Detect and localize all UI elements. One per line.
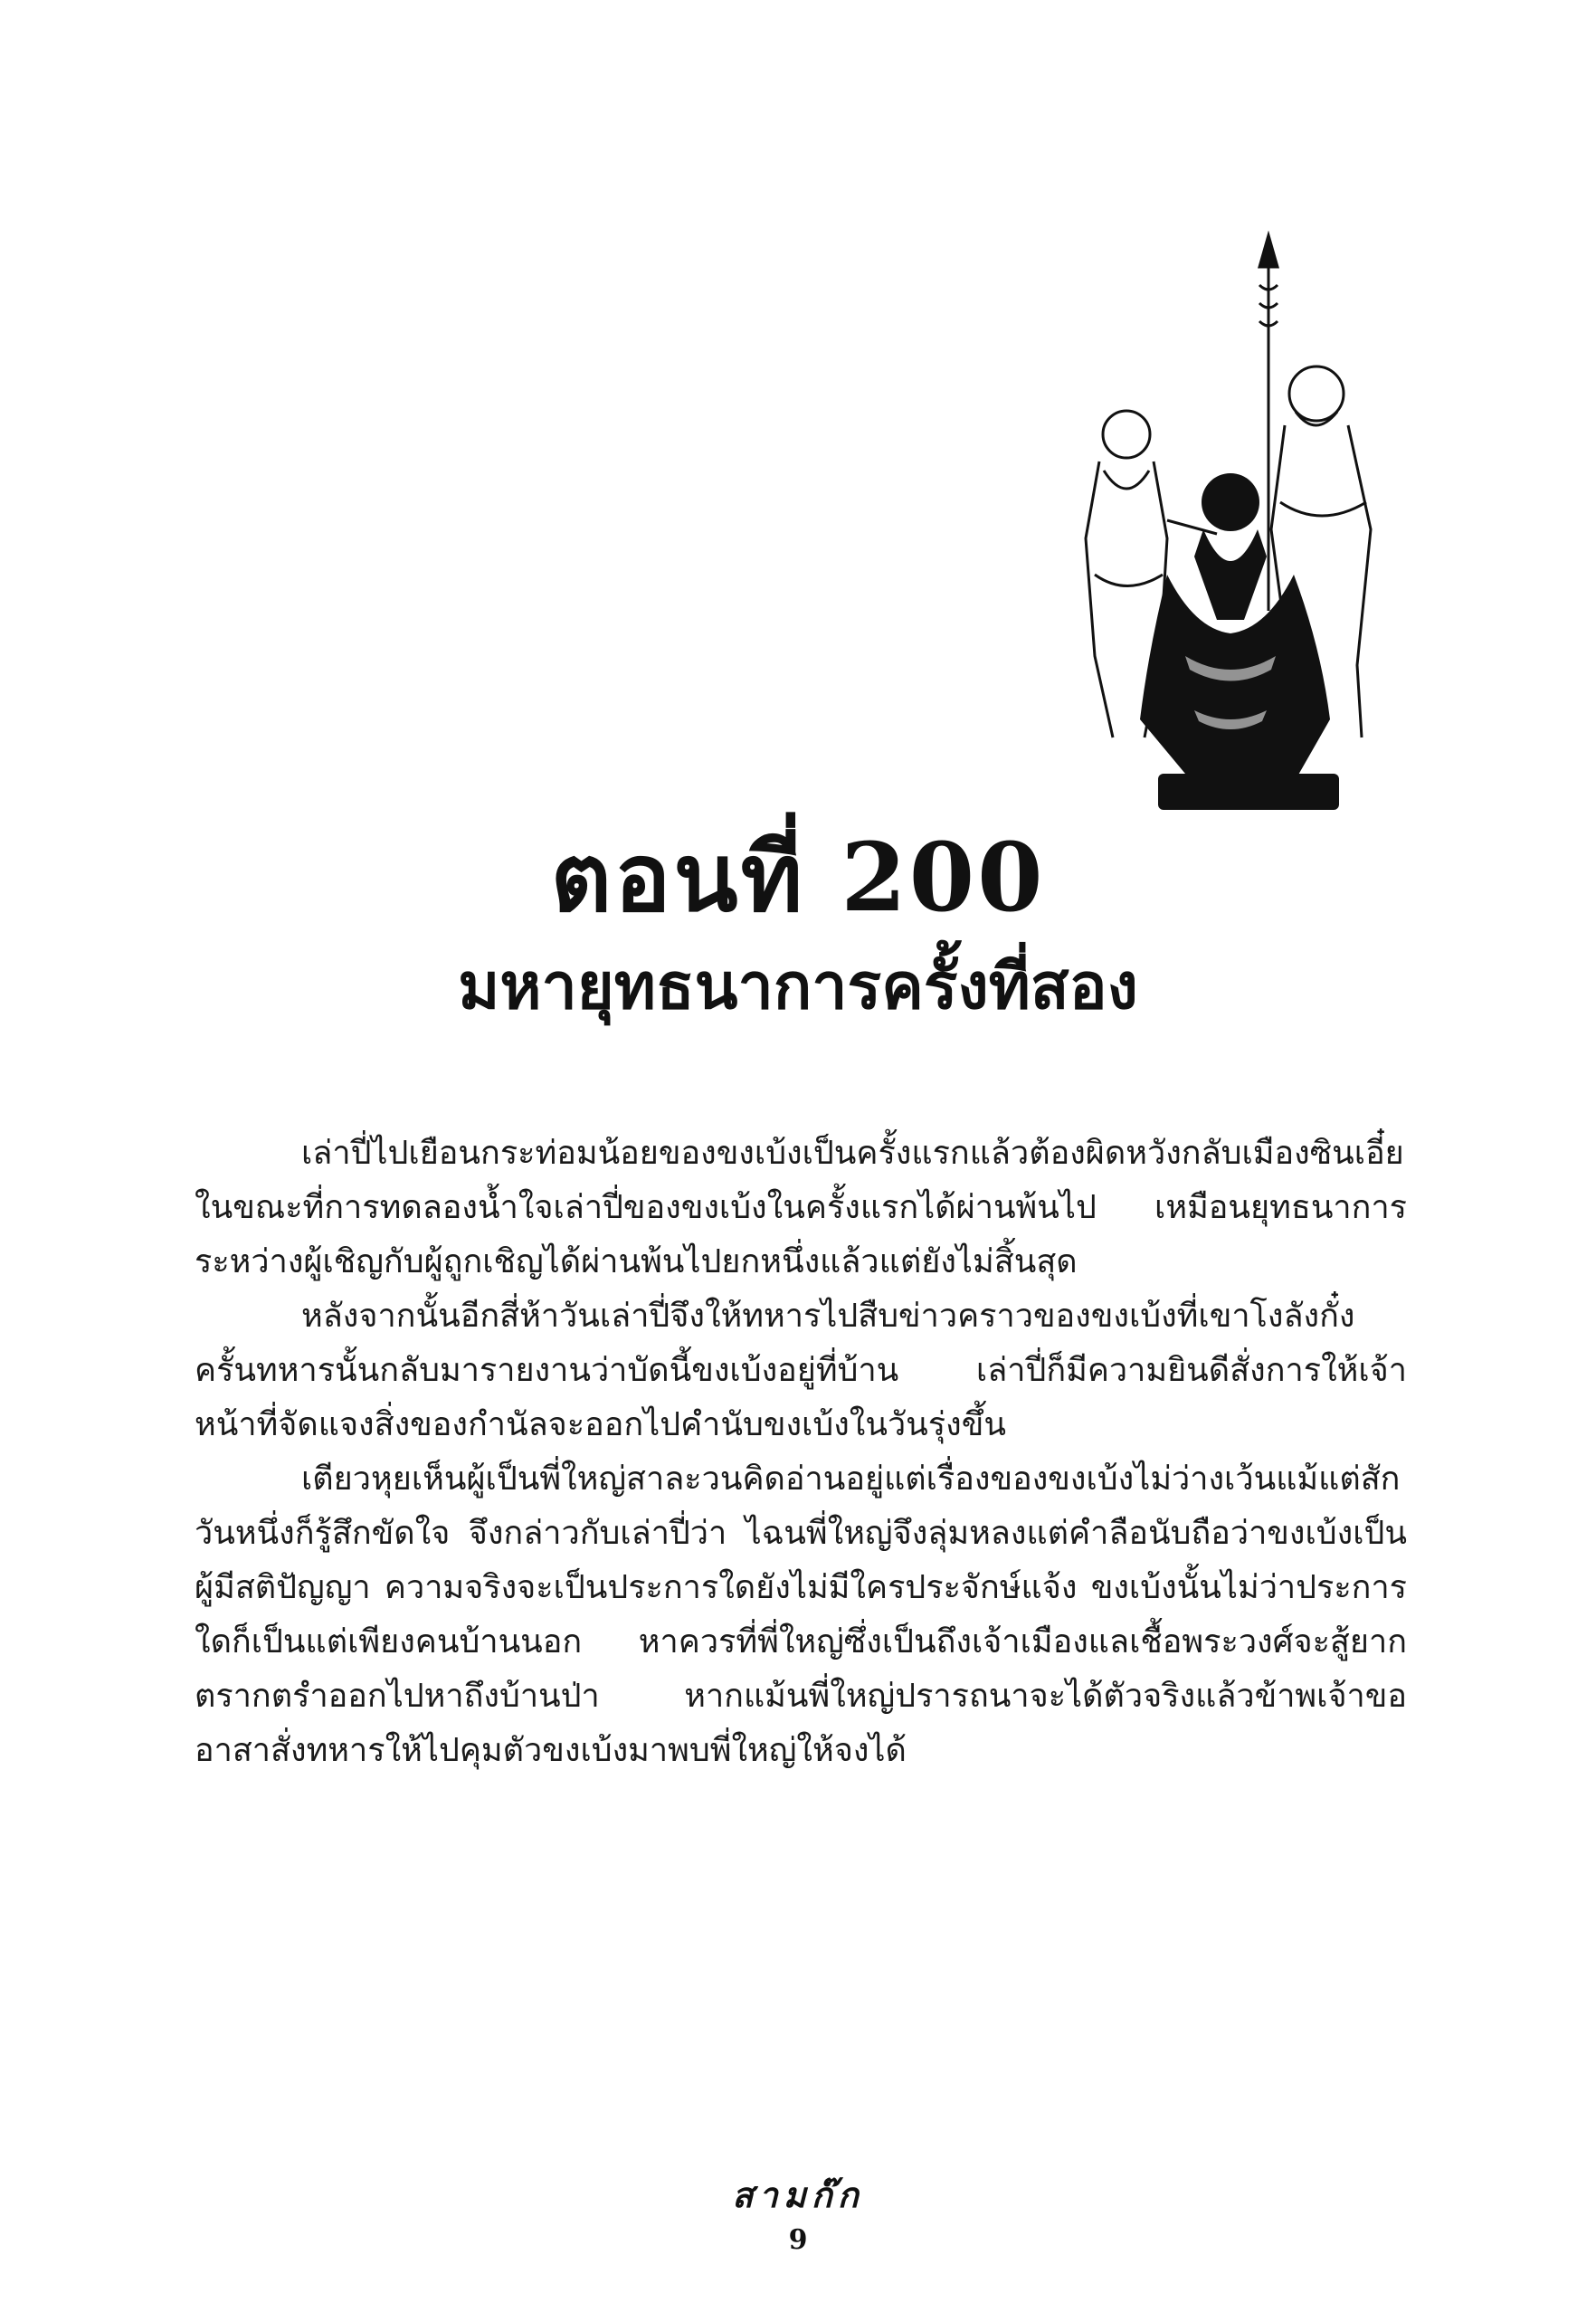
footer-book-title: สามก๊ก [732,2174,864,2215]
chapter-title: มหายุทธนาการครั้งที่สอง [458,948,1138,1023]
warrior-figures-illustration [1059,231,1384,828]
chapter-number: ตอนที่ 200 [550,822,1046,933]
paragraph: หลังจากนั้นอีกสี่ห้าวันเล่าปี่จึงให้ทหารไปสืบข่าวคราวของขงเบ้งที่เขาโงลังกั๋ง ครั้นทหารนั้นกลับมารายงานว่าบัดนี้ขงเบ้งอยู่ที่บ้าน เล่าปี่ก็มีความยินดีสั่งการให้เจ้าหน้าที่จัดแจงสิ่งของกำนัลจะออกไปคำนับขงเบ้งในวันรุ่งขึ้น [195,1298,1407,1443]
page-number: 9 [788,2224,808,2256]
paragraph: เตียวหุยเห็นผู้เป็นพี่ใหญ่สาละวนคิดอ่านอยู่แต่เรื่องของขงเบ้งไม่ว่างเว้นแม้แต่สักวันหนึ่งก็รู้สึกขัดใจ จึงกล่าวกับเล่าปี่ว่า ไฉนพี่ใหญ่จึงลุ่มหลงแต่คำลือนับถือว่าขงเบ้งเป็นผู้มีสติปัญญา ความจริงจะเป็นประการใดยังไม่มีใครประจักษ์แจ้ง ขงเบ้งนั้นไม่ว่าประการใดก็เป็นแต่เพียงคนบ้านนอก หาควรที่พี่ใหญ่ซึ่งเป็นถึงเจ้าเมืองแลเชื้อพระวงศ์จะสู้ยากตรากตรำออกไปหาถึงบ้านป่า หากแม้นพี่ใหญ่ปรารถนาจะได้ตัวจริงแล้วข้าพเจ้าขออาสาสั่งทหารให้ไปคุมตัวขงเบ้งมาพบพี่ใหญ่ให้จงได้ [195,1460,1407,1769]
paragraph: เล่าปี่ไปเยือนกระท่อมน้อยของขงเบ้งเป็นครั้งแรกแล้วต้องผิดหวังกลับเมืองซินเอี๋ย ในขณะที่การทดลองน้ำใจเล่าปี่ของขงเบ้งในครั้งแรกได้ผ่านพ้นไป เหมือนยุทธนาการระหว่างผู้เชิญกับผู้ถูกเชิญได้ผ่านพ้นไปยกหนึ่งแล้วแต่ยังไม่สิ้นสุด [195,1135,1407,1280]
body-text [195,1127,1407,1778]
